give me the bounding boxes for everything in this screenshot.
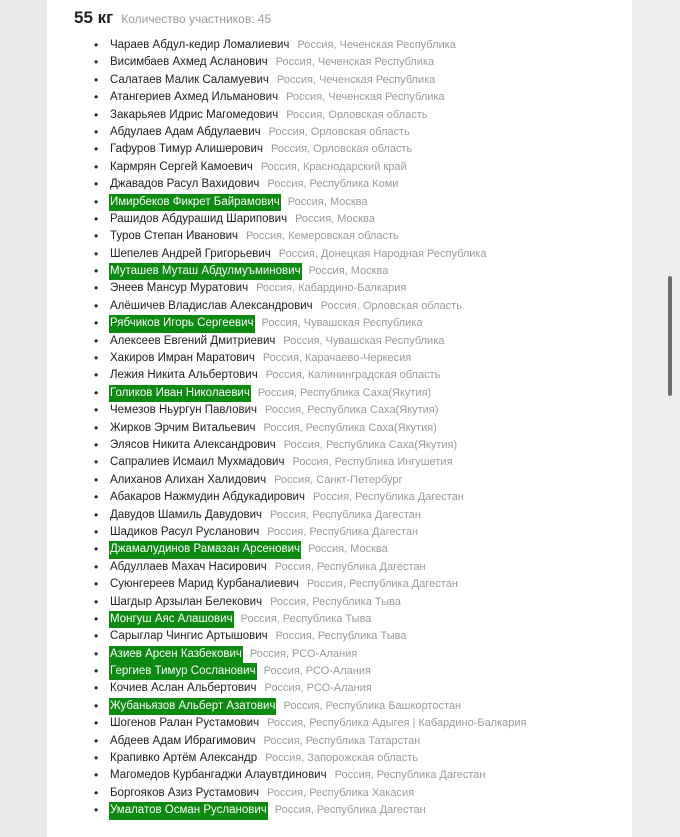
participant-name: Шогенов Ралан Рустамович	[110, 717, 260, 730]
participant-region: Россия, Чеченская Республика	[276, 73, 436, 86]
participant-region: Россия, Орловская область	[268, 125, 410, 138]
participant-name: Туров Степан Иванович	[110, 230, 239, 243]
bullet-icon: •	[94, 577, 99, 592]
participant-region: Россия, Республика Дагестан	[274, 560, 426, 573]
participant-region: Россия, Республика Хакасия	[267, 786, 415, 799]
participant-name: Энеев Мансур Муратович	[110, 282, 249, 295]
participant-row	[94, 176, 527, 193]
participant-name: Чараев Абдул-кедир Ломалиевич	[110, 39, 290, 51]
participant-region: Россия, Республика Татарстан	[263, 734, 421, 747]
participant-row	[94, 785, 527, 802]
bullet-icon: •	[94, 664, 99, 679]
participant-name: Абдуллаев Махач Насирович	[110, 560, 267, 573]
participants-count: Количество участников: 45	[121, 12, 272, 26]
participant-row	[94, 89, 527, 106]
participant-name: Элясов Никита Александрович	[110, 438, 276, 451]
participant-region: Россия, Республика Коми	[267, 178, 399, 191]
participant-region: Россия, Республика Ингушетия	[292, 456, 453, 469]
bullet-icon: •	[94, 316, 99, 331]
participant-name: Абдеев Адам Ибрагимович	[110, 734, 256, 747]
bullet-icon: •	[94, 159, 99, 174]
bullet-icon: •	[94, 298, 99, 313]
weight-category: 55 кг	[74, 8, 114, 27]
participant-row	[94, 385, 527, 402]
participant-row	[94, 472, 527, 489]
participant-row	[94, 159, 527, 176]
participant-region: Россия, Чувашская Республика	[261, 317, 423, 330]
bullet-icon: •	[94, 264, 99, 279]
participant-region: Россия, Карачаево-Черкесия	[262, 352, 412, 365]
bullet-icon: •	[94, 524, 99, 539]
participant-region: Россия, Республика Саха(Якутия)	[257, 386, 432, 399]
bullet-icon: •	[94, 559, 99, 574]
participant-row	[94, 246, 527, 263]
participant-name-highlighted: Рябчиков Игорь Сергеевич	[109, 315, 255, 332]
participant-row	[94, 611, 527, 628]
participant-row	[94, 228, 527, 245]
participant-region: Россия, Запорожская область	[265, 752, 419, 765]
bullet-icon: •	[94, 55, 99, 70]
participant-region: Россия, РСО-Алания	[264, 682, 372, 695]
participant-row	[94, 420, 527, 437]
participant-name: Алексеев Евгений Дмитриевич	[110, 334, 276, 347]
participant-row	[94, 767, 527, 784]
participant-name: Давудов Шамиль Давудович	[110, 508, 263, 521]
participant-row	[94, 72, 527, 89]
participant-region: Россия, Краснодарский край	[260, 160, 407, 173]
bullet-icon: •	[94, 716, 99, 731]
bullet-icon: •	[94, 420, 99, 435]
participant-row	[94, 333, 527, 350]
participant-row	[94, 315, 527, 332]
bullet-icon: •	[94, 385, 99, 400]
participant-row	[94, 594, 527, 611]
participant-region: Россия, Республика Башкортостан	[283, 699, 462, 712]
participant-row	[94, 559, 527, 576]
bullet-icon: •	[94, 698, 99, 713]
bullet-icon: •	[94, 177, 99, 192]
bullet-icon: •	[94, 351, 99, 366]
participant-name: Хакиров Имран Маратович	[110, 352, 255, 365]
left-background	[0, 0, 47, 837]
bullet-icon: •	[94, 403, 99, 418]
participant-name-highlighted: Голиков Иван Николаевич	[109, 385, 251, 402]
participant-name: Алиханов Алихан Халидович	[110, 473, 267, 486]
participant-region: Россия, Чеченская Республика	[297, 39, 456, 51]
participant-name: Кармрян Сергей Камоевич	[110, 160, 253, 173]
participant-name: Шепелев Андрей Григорьевич	[110, 247, 271, 260]
participant-row	[94, 541, 527, 558]
weight-class-header	[74, 8, 271, 32]
participant-region: Россия, Республика Дагестан	[334, 769, 486, 782]
participant-name-highlighted: Жубаньязов Альберт Азатович	[109, 698, 276, 715]
bullet-icon: •	[94, 368, 99, 383]
participant-row	[94, 733, 527, 750]
participant-row	[94, 280, 527, 297]
bullet-icon: •	[94, 594, 99, 609]
bullet-icon: •	[94, 490, 99, 505]
participant-row	[94, 367, 527, 384]
bullet-icon: •	[94, 437, 99, 452]
participant-region: Россия, Республика Саха(Якутия)	[265, 404, 439, 417]
participant-region: Россия, Москва	[295, 212, 375, 225]
participant-row	[94, 402, 527, 419]
participant-name: Абдулаев Адам Абдулаевич	[110, 125, 261, 138]
bullet-icon: •	[94, 472, 99, 487]
participant-row	[94, 628, 527, 645]
participant-row	[94, 524, 527, 541]
participant-name: Чемезов Ньургун Павлович	[110, 404, 258, 417]
participant-region: Россия, РСО-Алания	[249, 647, 358, 660]
bullet-icon: •	[94, 142, 99, 157]
participant-region: Россия, Кемеровская область	[246, 230, 399, 243]
participant-name: Алёшичев Владислав Александрович	[110, 299, 313, 312]
participant-row	[94, 437, 527, 454]
participant-name-highlighted: Имирбеков Фикрет Байрамович	[109, 194, 281, 211]
participant-name-highlighted: Умалатов Осман Русланович	[109, 802, 268, 819]
participant-region: Россия, Республика Дагестан	[267, 525, 419, 538]
participants-list	[94, 37, 527, 820]
bullet-icon: •	[94, 246, 99, 261]
bullet-icon: •	[94, 733, 99, 748]
participant-region: Россия, Республика Саха(Якутия)	[283, 438, 458, 451]
participant-region: Россия, Республика Саха(Якутия)	[263, 421, 437, 434]
bullet-icon: •	[94, 785, 99, 800]
participant-name: Гафуров Тимур Алишерович	[110, 143, 263, 156]
bullet-icon: •	[94, 229, 99, 244]
bullet-icon: •	[94, 803, 99, 818]
participant-row	[94, 750, 527, 767]
participant-name: Рашидов Абдурашид Шарипович	[110, 212, 288, 225]
participant-name: Жирков Эрчим Витальевич	[110, 421, 256, 434]
participant-row	[94, 350, 527, 367]
participant-region: Россия, Москва	[287, 195, 368, 208]
participant-region: Россия, Республика Дагестан	[274, 804, 426, 817]
bullet-icon: •	[94, 124, 99, 139]
participant-region: Россия, Чувашская Республика	[283, 334, 445, 347]
bullet-icon: •	[94, 611, 99, 626]
participant-region: Россия, Республика Тыва	[270, 595, 401, 608]
participant-region: Россия, Москва	[308, 543, 388, 556]
bullet-icon: •	[94, 194, 99, 209]
participant-name: Боргояков Азиз Рустамович	[110, 786, 260, 799]
participant-region: Россия, Республика Дагестан	[306, 578, 458, 591]
bullet-icon: •	[94, 107, 99, 122]
participant-row	[94, 576, 527, 593]
participant-row	[94, 454, 527, 471]
participant-region: Россия, Калининградская область	[265, 369, 441, 382]
participant-region: Россия, Республика Тыва	[275, 630, 407, 643]
bullet-icon: •	[94, 90, 99, 105]
participant-name: Закарьяев Идрис Магомедович	[110, 108, 279, 121]
participant-name-highlighted: Азиев Арсен Казбекович	[109, 646, 243, 663]
participant-name: Салатаев Малик Саламуевич	[110, 73, 269, 86]
participant-row	[94, 680, 527, 697]
participant-name: Джавадов Расул Вахидович	[110, 178, 260, 191]
participant-region: Россия, Орловская область	[286, 108, 428, 121]
participant-name: Шагдыр Арзылан Белекович	[110, 595, 263, 608]
bullet-icon: •	[94, 646, 99, 661]
participant-name: Кочиев Аслан Альбертович	[110, 682, 257, 695]
participant-row	[94, 54, 527, 71]
participant-region: Россия, Кабардино-Балкария	[256, 282, 407, 295]
scrollbar-thumb[interactable]	[668, 276, 672, 396]
bullet-icon: •	[94, 629, 99, 644]
bullet-icon: •	[94, 211, 99, 226]
participant-row	[94, 263, 527, 280]
participant-region: Россия, Республика Тыва	[240, 612, 372, 625]
bullet-icon: •	[94, 281, 99, 296]
bullet-icon: •	[94, 507, 99, 522]
bullet-icon: •	[94, 333, 99, 348]
bullet-icon: •	[94, 768, 99, 783]
participant-name: Суюнгереев Марид Курбаналиевич	[110, 578, 299, 591]
participant-name-highlighted: Муташев Муташ Абдулмуъминович	[109, 263, 302, 280]
bullet-icon: •	[94, 455, 99, 470]
participant-name: Шадиков Расул Русланович	[110, 525, 260, 538]
participant-region: Россия, Донецкая Народная Республика	[278, 247, 487, 260]
participant-region: Россия, Чеченская Республика	[286, 91, 445, 104]
participant-name: Магомедов Курбангаджи Алаувтдинович	[110, 769, 327, 782]
participant-region: Россия, Санкт-Петербург	[274, 473, 403, 486]
bullet-icon: •	[94, 751, 99, 766]
participant-row	[94, 715, 527, 732]
participant-name: Абакаров Нажмудин Абдукадирович	[110, 491, 305, 504]
participant-name: Атангериев Ахмед Ильманович	[110, 91, 279, 104]
participant-name-highlighted: Джамалудинов Рамазан Арсенович	[109, 541, 301, 558]
participant-region: Россия, Республика Дагестан	[312, 491, 464, 504]
bullet-icon: •	[94, 681, 99, 696]
participant-name: Сапралиев Исмаил Мухмадович	[110, 456, 285, 469]
participant-name-highlighted: Монгуш Аяс Алашович	[109, 611, 234, 628]
participant-region: Россия, Орловская область	[320, 299, 462, 312]
participant-row	[94, 489, 527, 506]
participant-region: Россия, Республика Дагестан	[270, 508, 421, 521]
participant-row	[94, 141, 527, 158]
participant-row	[94, 507, 527, 524]
participant-region: Россия, Чеченская Республика	[275, 56, 435, 69]
participant-name: Висимбаев Ахмед Асланович	[110, 56, 268, 69]
participant-region: Россия, Орловская область	[270, 143, 413, 156]
participant-row	[94, 802, 527, 819]
participant-name: Сарыглар Чингис Артышович	[110, 630, 268, 643]
bullet-icon: •	[94, 542, 99, 557]
scrollbar-track[interactable]	[666, 0, 674, 837]
participant-row	[94, 646, 527, 663]
participant-row	[94, 211, 527, 228]
bullet-icon: •	[94, 38, 99, 52]
participant-row	[94, 663, 527, 680]
participant-row	[94, 37, 527, 54]
participant-row	[94, 298, 527, 315]
participant-name: Лежия Никита Альбертович	[110, 369, 258, 382]
participant-row	[94, 194, 527, 211]
participant-name-highlighted: Гергиев Тимур Сосланович	[109, 663, 257, 680]
participant-region: Россия, РСО-Алания	[263, 665, 371, 678]
participant-region: Россия, Республика Адыгея | Кабардино-Балкария	[267, 717, 527, 730]
bullet-icon: •	[94, 72, 99, 87]
participant-region: Россия, Москва	[308, 265, 389, 278]
participant-name: Крапивко Артём Александр	[110, 752, 258, 765]
participant-row	[94, 107, 527, 124]
participant-row	[94, 698, 527, 715]
participant-row	[94, 124, 527, 141]
